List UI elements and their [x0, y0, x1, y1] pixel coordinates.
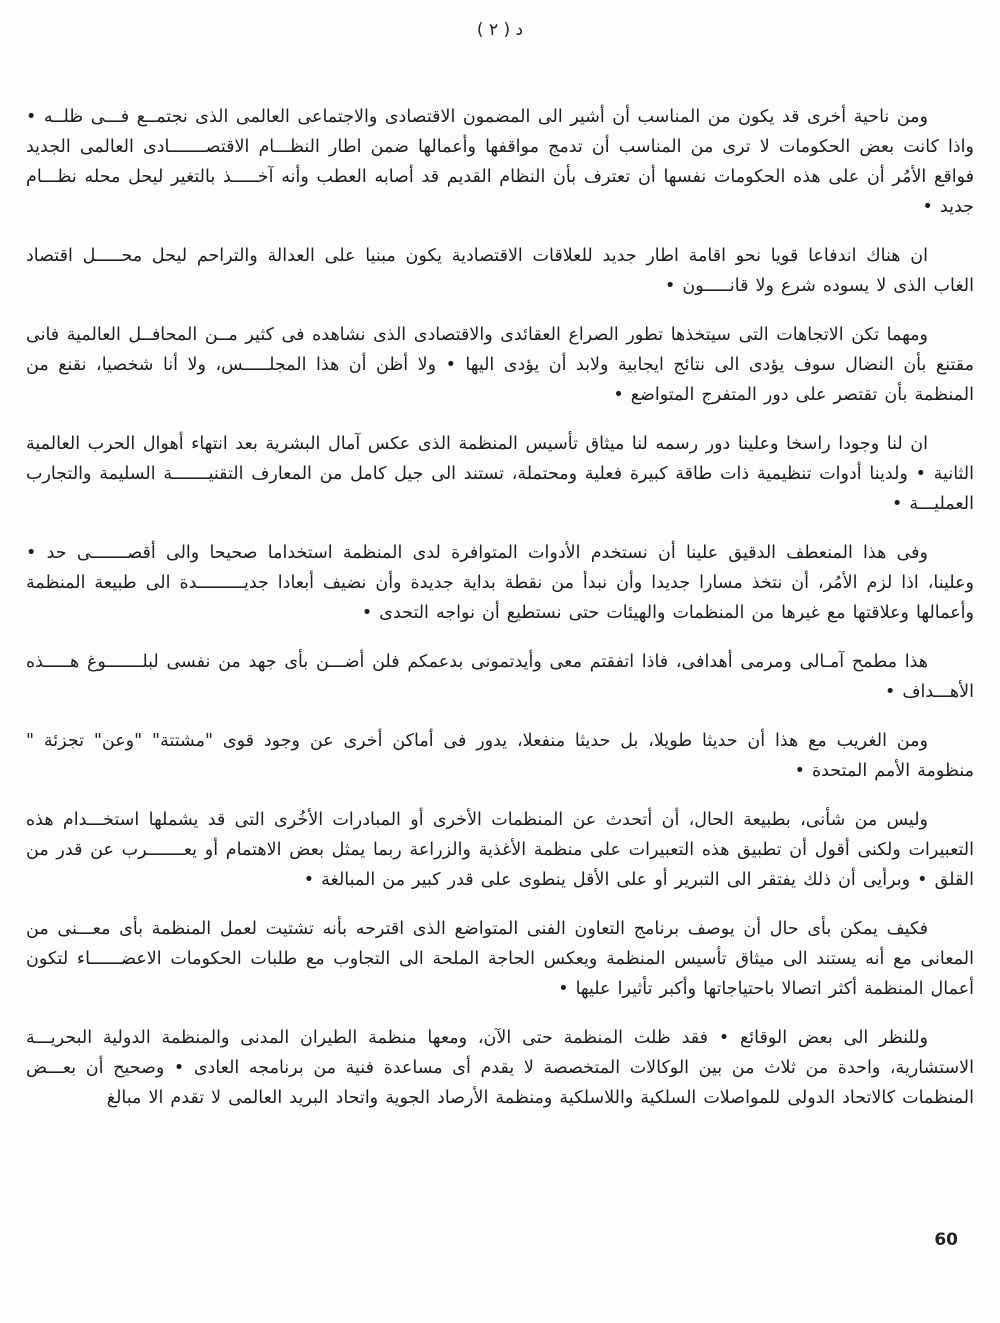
paragraph: ومن ناحية أخرى قد يكون من المناسب أن أشير الى المضمون الاقتصادى والاجتماعى العالمى الذى نجتمــع فـــى ظلــه • واذا كانت بعض الحكومات لا ترى من المناسب أن تدمج مواقفها وأعمالها ضمن اطار النظـــام الاقتصـــــــادى العالمى الجديد فواقع الأمُر أن على هذه الحكومات نفسها أن تعترف بأن النظام القديم قد أصابه العطب وأنه آخـــــذ بالتغير ليحل محله نظـــام جديد •: [26, 107, 974, 217]
paragraph: ان لنا وجودا راسخا وعلينا دور رسمه لنا ميثاق تأسيس المنظمة الذى عكس آمال البشرية بعد انتهاء أهوال الحرب العالمية الثانية • ولدينا أدوات تنظيمية ذات طاقة كبيرة فعلية ومحتملة، تستند الى جيل كامل من المعارف التقنيـــــــة السليمة والتجارب العمليـــة •: [26, 434, 974, 514]
paragraph: وفى هذا المنعطف الدقيق علينا أن نستخدم الأدوات المتوافرة لدى المنظمة استخداما صحيحا والى أقصـــــــى حد • وعلينا، اذا لزم الأمُر، أن نتخذ مسارا جديدا وأن نبدأ من نقطة بداية جديدة وأن نضيف أبعادا جديـــــــــدة الى طبيعة المنظمة وأعمالها وعلاقتها مع غيرها من المنظمات والهيئات حتى نستطيع أن نواجه التحدى •: [26, 543, 974, 623]
paragraph: وليس من شأنى، بطبيعة الحال، أن أتحدث عن المنظمات الأخرى أو المبادرات الأخُرى التى قد يشملها استخـــدام هذه التعبيرات ولكنى أقول أن تطبيق هذه التعبيرات على منظمة الأغذية والزراعة ربما يمثل بعض الاهتمام أو يعـــــــرب عن قدر من القلق • وبرأيى أن ذلك يفتقر الى التبرير أو على الأقل ينطوى على قدر كبير من المبالغة •: [26, 810, 974, 890]
paragraph: وللنظر الى بعض الوقائع • فقد ظلت المنظمة حتى الآن، ومعها منظمة الطيران المدنى والمنظمة الدولية البحريـــة الاستشارية، واحدة من ثلاث من بين الوكالات المتخصصة لا يقدم أى مساعدة فنية من برنامجه العادى • وصحيح أن بعـــض المنظمات كالاتحاد الدولى للمواصلات السلكية واللاسلكية ومنظمة الأرصاد الجوية واتحاد البريد العالمى لا تقدم الا مبالغ: [26, 1028, 974, 1108]
document-body: [26, 102, 974, 1132]
paragraph: فكيف يمكن بأى حال أن يوصف برنامج التعاون الفنى المتواضع الذى اقترحه بأنه تشتيت لعمل المنظمة بأى معـــنى من المعانى مع أنه يستند الى ميثاق تأسيس المنظمة ويعكس الحاجة الملحة الى التجاوب مع طلبات الحكومات الاعضــــــاء لتكون أعمال المنظمة أكثر اتصالا باحتياجاتها وأكبر تأثيرا عليها •: [26, 919, 974, 999]
paragraph: هذا مطمح آمـالى ومرمى أهدافى، فاذا اتفقتم معى وأيدتمونى بدعمكم فلن أضـــن بأى جهد من نفسى لبلـــــــوغ هـــــذه الأهـــداف •: [26, 652, 974, 702]
paragraph: ومهما تكن الاتجاهات التى سيتخذها تطور الصراع العقائدى والاقتصادى الذى نشاهده فى كثير مــن المحافــل العالمية فانى مقتنع بأن النضال سوف يؤدى الى نتائج ايجابية ولابد أن يؤدى اليها • ولا أظن أن هذا المجلـــــس، ولا أنا شخصيا، نقنع من المنظمة بأن تقتصر على دور المتفرج المتواضع •: [26, 325, 974, 405]
page-number: 60: [934, 1230, 958, 1250]
page-header-label: د ( ٢ ): [476, 20, 524, 40]
paragraph: ومن الغريب مع هذا أن حديثا طويلا، بل حديثا منفعلا، يدور فى أماكن أخرى عن وجود قوى "مشتتة" "وعن" تجزئة " منظومة الأمم المتحدة •: [26, 731, 974, 781]
paragraph: ان هناك اندفاعا قويا نحو اقامة اطار جديد للعلاقات الاقتصادية يكون مبنيا على العدالة والتراحم ليحل محـــــل اقتصاد الغاب الذى لا يسوده شرع ولا قانـــــون •: [26, 246, 974, 296]
